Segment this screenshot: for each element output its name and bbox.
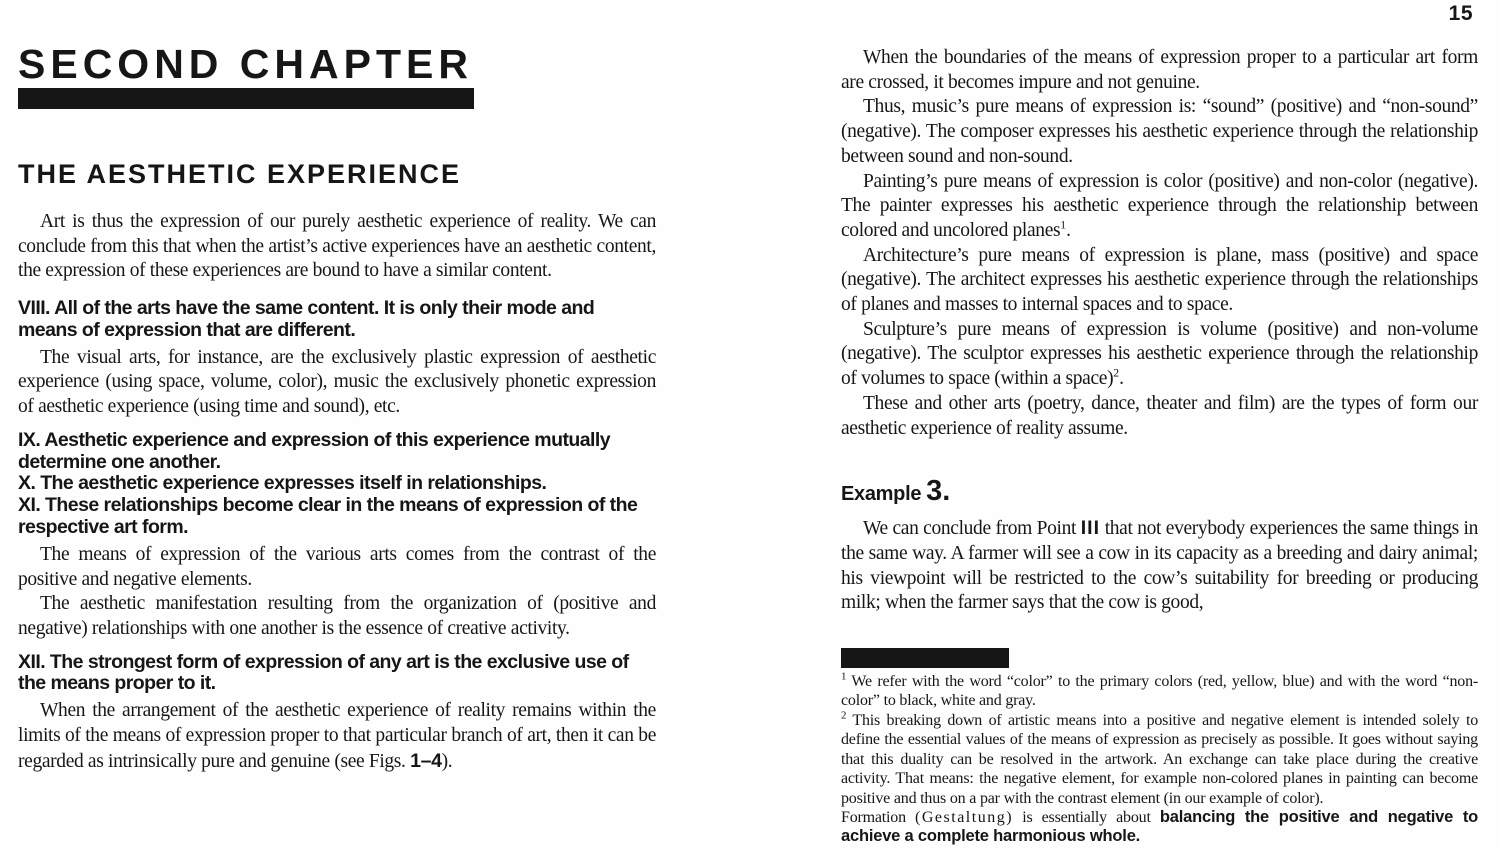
paragraph-art-expression: Art is thus the expression of our purely aesthetic experience of reality. We can conclude from this that when the artist’s active experiences have an aesthetic content, the expression of these experiences are bound to have a similar content. (18, 211, 656, 282)
section-title: THE AESTHETIC EXPERIENCE (18, 159, 462, 189)
footnotes (841, 672, 1478, 847)
paragraph-architecture: Architecture’s pure means of expression is plane, mass (positive) and space (negative). The architect expresses his aesthetic experience through the relationships of planes and masses to internal spaces and to space. (841, 244, 1478, 316)
example-heading (841, 475, 1478, 508)
point-iii-reference: III (1080, 517, 1101, 540)
paragraph-aesthetic-manifestation: The aesthetic manifestation resulting from the organization of (positive and negative) relationships with one another is the essence of creative activity. (18, 593, 656, 639)
footnote-1-text: We refer with the word “color” to the primary colors (red, yellow, blue) and with the word “non-color” to black, white and gray. (841, 673, 1479, 710)
figs-reference: 1–4 (410, 749, 442, 772)
chapter-title: SECOND CHAPTER (18, 41, 473, 87)
heading-point-ix: IX. Aesthetic experience and expression of this experience mutually determine one another. (18, 428, 611, 473)
right-column (841, 0, 1478, 847)
heading-point-xii: XII. The strongest form of expression of any art is the exclusive use of the means proper to it. (18, 650, 629, 695)
page-number: 15 (1448, 2, 1473, 25)
paragraph-visual-arts: The visual arts, for instance, are the exclusively plastic expression of aesthetic experience (using space, volume, color), music the exclusively phonetic expression of aesthetic experience (using time and sound), etc. (18, 346, 656, 418)
footnote-separator-bar (841, 648, 1009, 668)
example-number: 3. (926, 475, 951, 508)
paragraph-painting-end: . (1066, 219, 1071, 241)
heading-point-viii: VIII. All of the arts have the same content. It is only their mode and means of expression that are different. (18, 297, 595, 341)
paragraph-painting-text: Painting’s pure means of expression is color (positive) and non-color (negative). The painter expresses his aesthetic experience through the relationship between colored and uncolored planes (841, 170, 1478, 241)
footnote-2-text: This breaking down of artistic means into a positive and negative element is intended solely to define the essential values of the means of expression as precisely as possible. It goes without saying that this duality can be resolved in the artwork. An exchange can take place during the creative activity. That means: the negative element, for example non-colored planes in painting can become positive and thus on a par with the contrast element (in our example of color). (841, 711, 1478, 807)
footnote-ref-1: 1 (1060, 218, 1067, 232)
paragraph-sculpture-end: . (1119, 368, 1124, 390)
footnote-1 (841, 672, 1478, 711)
paragraph-arrangement-text: When the arrangement of the aesthetic experience of reality remains within the limits of the means of expression proper to that particular branch of art, then it can be regarded as intrinsically pure and genuine (see Figs. (18, 700, 656, 772)
footnote-ref-2: 2 (1113, 366, 1120, 380)
example-label: Example (841, 483, 922, 506)
paragraph-painting (841, 170, 1478, 244)
paragraph-farmer-cow (841, 516, 1478, 616)
formation-pre: Formation (841, 808, 916, 826)
heading-group-ix-xi (18, 430, 656, 539)
paragraph-means-contrast: The means of expression of the various arts comes from the contrast of the positive and negative elements. (18, 543, 656, 590)
heading-point-x: X. The aesthetic experience expresses itself in relationships. (18, 472, 547, 495)
gestaltung-term: (Gestaltung) (915, 808, 1014, 826)
chapter-title-bar (18, 88, 474, 109)
paragraph-arrangement (18, 699, 656, 774)
paragraph-boundaries: When the boundaries of the means of expression proper to a particular art form are crossed, it becomes impure and not genuine. (841, 47, 1478, 93)
formation-post: is essentially about (1013, 808, 1160, 826)
formation-bold-text: balancing the positive and negative to achieve a complete harmonious whole. (841, 807, 1479, 846)
footnote-2 (841, 711, 1478, 808)
paragraph-other-arts: These and other arts (poetry, dance, theater and film) are the types of form our aesthetic experience of reality assume. (841, 392, 1478, 439)
paragraph-sculpture (841, 318, 1478, 392)
paragraph-sculpture-text: Sculpture’s pure means of expression is volume (positive) and non-volume (negative). The sculptor expresses his aesthetic experience through the relationship of volumes to space (within a space) (841, 318, 1478, 390)
paragraph-farmer-post: that not everybody experiences the same things in the same way. A farmer will see a cow in its capacity as a breeding and dairy animal; his viewpoint will be restricted to the cow’s suitability for breeding or producing milk; when the farmer says that the cow is good, (841, 518, 1479, 614)
paragraph-arrangement-end: ). (441, 750, 453, 772)
left-column (18, 0, 656, 774)
paragraph-music: Thus, music’s pure means of expression is: “sound” (positive) and “non-sound” (negative). The composer expresses his aesthetic experience through the relationship between sound and non-sound. (841, 96, 1478, 167)
footnote-2-marker: 2 (841, 709, 847, 722)
footnote-2-formation (841, 808, 1478, 847)
heading-point-xi: XI. These relationships become clear in the means of expression of the respective art form. (18, 494, 638, 538)
footnote-1-marker: 1 (841, 670, 847, 683)
paragraph-farmer-pre: We can conclude from Point (863, 518, 1081, 540)
